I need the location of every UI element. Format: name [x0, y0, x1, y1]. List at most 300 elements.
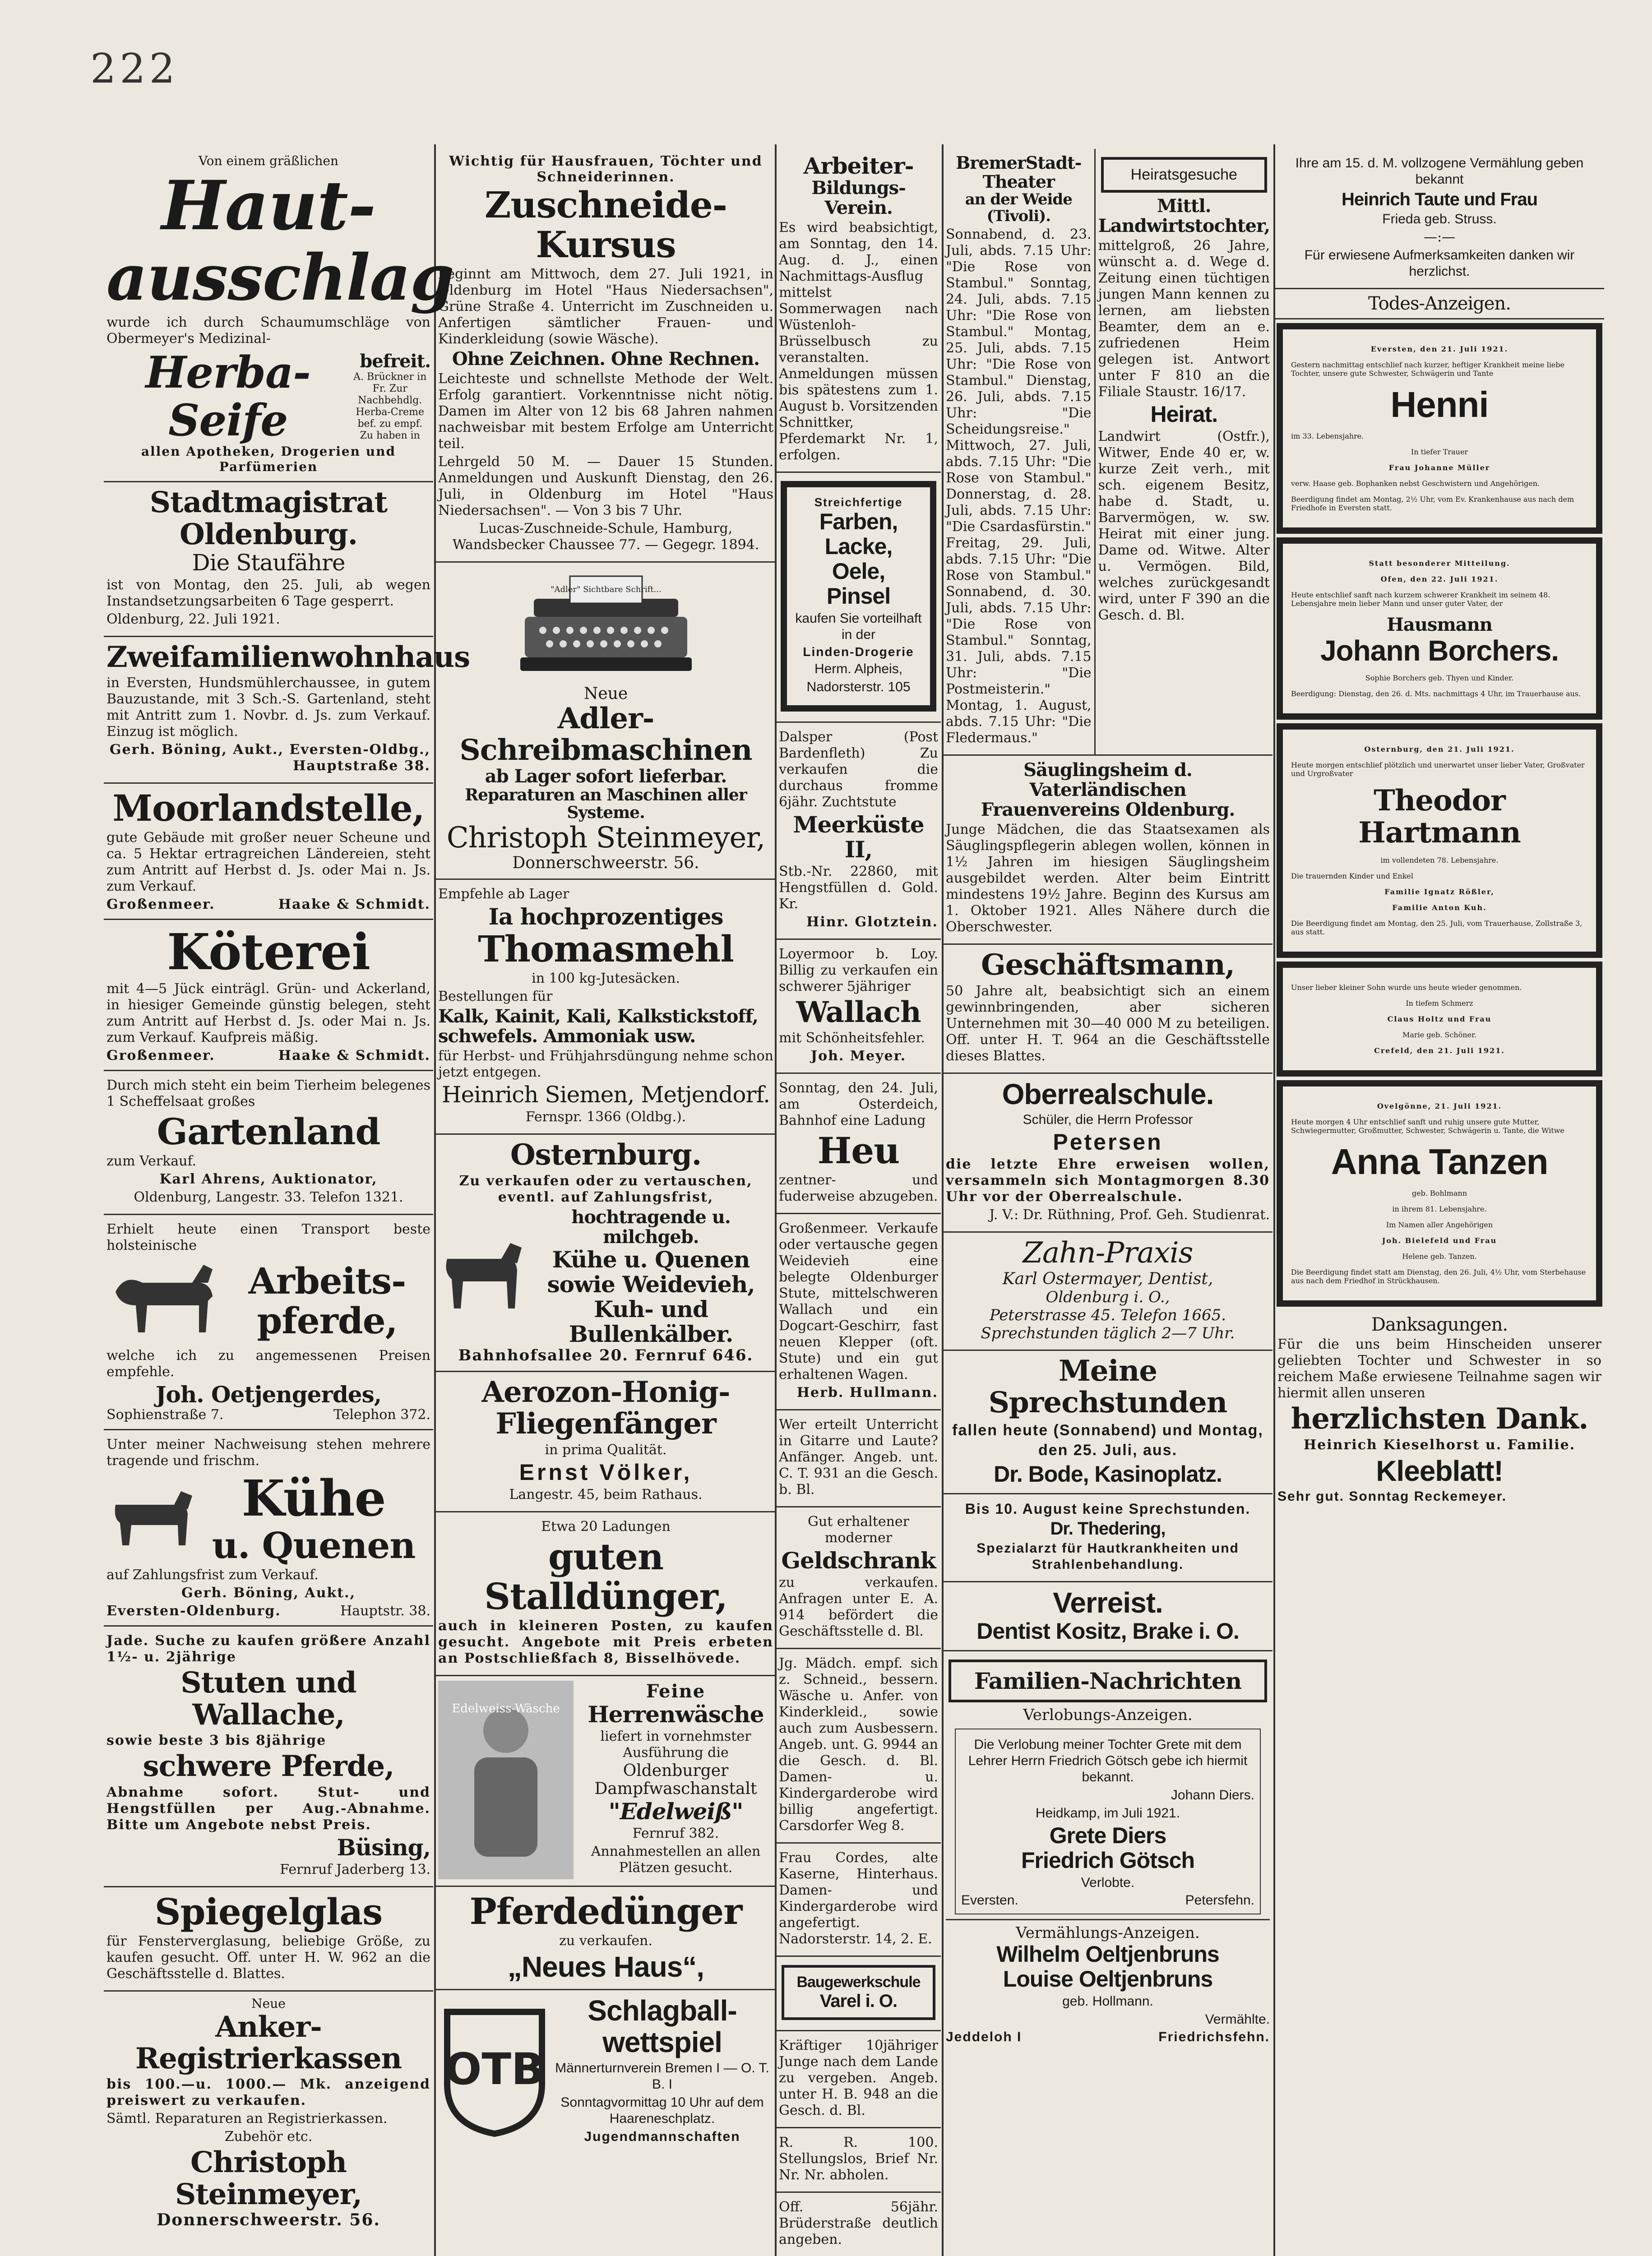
ad-stallduenger	[435, 1512, 776, 1676]
ad-brueder	[776, 2193, 941, 2256]
ad-grossenmeer	[776, 1214, 941, 1410]
ad-title: Anker-Registrierkassen	[135, 2010, 402, 2076]
ad-title: schwere Pferde,	[143, 1749, 394, 1784]
ad-title: Herrenwäsche	[588, 1701, 764, 1728]
ad-body: kaufen Sie vorteilhaft in der	[795, 611, 922, 642]
ad-vermaehlung-taute	[1275, 149, 1604, 289]
ad-address: Hauptstr. 38.	[340, 1603, 430, 1619]
notice-body: Gestern nachmittag entschlief nach kurzer, heftiger Krankheit meine liebe Tochter, unsere gute Schwester, Schwägerin und Tante	[1291, 361, 1564, 378]
notice-body: Die Beerdigung findet statt am Dienstag, den 26. Juli, 4½ Uhr, vom Sterbehause aus nach dem Friedhof in Strückhausen.	[1291, 1268, 1586, 1285]
ad-subtitle: Verlobte.	[1081, 1875, 1135, 1890]
ad-name: Büsing,	[337, 1834, 430, 1861]
section-header: Familien-Nachrichten	[949, 1660, 1267, 1702]
ad-title: Wallach	[796, 995, 921, 1029]
ad-title: Kleeblatt!	[1376, 1454, 1503, 1487]
ad-address: Donnerschweerstr. 56.	[512, 854, 699, 873]
ad-signature: Heinrich Kieselhorst u. Familie.	[1303, 1437, 1576, 1453]
ad-body: Loyermoor b. Loy. Billig zu verkaufen ein schwerer 5jähriger	[779, 946, 938, 994]
ad-baugewerkschule	[776, 1957, 941, 2031]
ad-wallach	[776, 940, 941, 1074]
ad-title: Meerküste II,	[793, 811, 924, 863]
ad-title: Spiegelglas	[154, 1890, 383, 1933]
ad-title: an der Weide (Tivoli).	[965, 190, 1072, 225]
ad-title: Schlagball-	[588, 1994, 737, 2027]
ad-name: Linden-Drogerie	[803, 645, 914, 659]
ad-title: u. Quenen	[212, 1524, 416, 1567]
verlobung-announcement	[955, 1729, 1261, 1914]
ad-title: Pinsel	[826, 583, 891, 609]
ad-name: Wilhelm Oeltjenbruns	[996, 1941, 1219, 1967]
ad-subtitle: Vermählte.	[1205, 2011, 1270, 2027]
ad-title: Meine Sprechstunden	[988, 1354, 1227, 1419]
notice-place: Eversten, den 21. Juli 1921.	[1370, 345, 1509, 353]
ad-city: Oldenburg i. O.,	[1046, 1288, 1170, 1306]
ad-body: ist von Montag, den 25. Juli, ab wegen Instandsetzungsarbeiten 6 Tage gesperrt.	[106, 577, 430, 609]
ad-body: mit Schönheitsfehler.	[779, 1030, 925, 1046]
ad-address: Eversten-Oldenburg.	[106, 1603, 281, 1619]
ad-body: zu verkaufen. Anfragen unter E. A. 914 befördert die Geschäftsstelle d. Bl.	[779, 1575, 938, 1640]
ad-body: Sonntag, den 24. Juli, am Osterdeich, Bahnhof eine Ladung	[779, 1080, 938, 1129]
ad-image-label: Edelweiss-Wäsche	[452, 1701, 560, 1715]
ad-owner: Herm. Alpheis,	[814, 661, 903, 676]
ad-body: Bestellungen für	[438, 989, 553, 1005]
ad-title: Adler-Schreibmaschinen	[459, 702, 752, 767]
ad-geschaeftsmann	[943, 945, 1273, 1073]
notice-body: Heute morgen 4 Uhr entschlief sanft und ruhig unsere gute Mutter, Schwiegermutter, Großmutter, Schwester, Schwägerin u. Tante, die Witwe	[1291, 1118, 1564, 1135]
ad-body: beginnt am Mittwoch, dem 27. Juli 1921, in Oldenburg im Hotel "Haus Niedersachsen", Grüne Straße 4. Unterricht im Zuschneiden u. Anfertigen sämtlicher Frauen- und Kinderkleidung (sowie Wäsche).	[438, 266, 773, 347]
ad-koeterei	[104, 920, 433, 1071]
ad-body: Off. 56jähr. Brüderstraße deutlich angeben.	[779, 2199, 938, 2247]
ad-name: Karl Ostermayer, Dentist,	[1002, 1269, 1213, 1288]
ad-separator: —:—	[1423, 229, 1456, 245]
ad-name: Christoph Steinmeyer,	[175, 2145, 362, 2211]
ad-place: Heidkamp, im Juli 1921.	[1035, 1805, 1180, 1821]
ad-body: welche ich zu angemessenen Preisen empfehle.	[106, 1348, 430, 1380]
notice-sign: In tiefem Schmerz	[1406, 999, 1473, 1008]
notice-age: im vollendeten 78. Lebensjahre.	[1380, 856, 1499, 865]
ad-signature: Karl Ahrens, Auktionator,	[159, 1171, 378, 1188]
ad-body: die letzte Ehre erweisen wollen, versammeln sich Montagmorgen 8.30 Uhr vor der Oberrealschule.	[946, 1156, 1270, 1205]
ad-name: Joh. Oetjengerdes,	[155, 1381, 382, 1408]
ad-zweifamilienhaus	[104, 637, 470, 784]
ad-title: guten Stalldünger,	[484, 1535, 727, 1618]
ad-intro: Neue	[583, 684, 628, 703]
ad-intro: Neue	[251, 1996, 286, 2011]
notice-place: Ofen, den 22. Juli 1921.	[1380, 575, 1499, 583]
ad-title: sowie Weidevieh,	[547, 1271, 755, 1298]
section-header: Heiratsgesuche	[1101, 157, 1267, 193]
ad-body: Sonnabend, d. 23. Juli, abds. 7.15 Uhr: "Die Rose von Stambul." Sonntag, 24. Juli, abds. 7.15 Uhr: "Die Rose von Stambul." Montag, 25. Juli, abds. 7.15 Uhr: "Die Rose von Stambul." Dienstag, 26. Juli, abds. 7.15 Uhr: "Die Scheidungsreise." Mittwoch, 27. Juli, abds. 7.15 Uhr: "Die Rose von Stambul." Donnerstag, d. 28. Juli, abds. 7.15 Uhr: "Die Csardasfürstin." Freitag, 29. Juli, abds. 7.15 Uhr: "Die Rose von Stambul." Sonnabend, d. 30. Juli, abds. 7.15 Uhr: "Die Rose von Stambul." Sonntag, 31. Juli, abds. 7.15 Uhr: "Die Postmeisterin." Montag, 1. August, abds. 7.15 Uhr: "Die Fledermaus."	[946, 227, 1092, 746]
ad-body: Für erwiesene Aufmerksamkeiten danken wir herzlichst.	[1304, 248, 1575, 279]
ad-body: R. R. 100. Stellungslos, Brief Nr. Nr. Nr. abholen.	[779, 2134, 938, 2183]
ad-date: Oldenburg, 22. Juli 1921.	[106, 611, 280, 627]
ad-body: Landwirt (Ostfr.), Witwer, Ende 40 er, w. kurze Zeit verh., mit sch. eigenem Besitz, habe d. Stadt, u. Barvermögen, w. sw. Heirat mit einer jung. Dame od. Witwe. Alter u. Vermögen. Bild, welches zurückgesandt wird, unter F 390 an die Gesch. d. Bl.	[1098, 429, 1270, 623]
section-subheader: Verlobungs-Anzeigen.	[1023, 1706, 1193, 1724]
ad-highlight: Ohne Zeichnen. Ohne Rechnen.	[452, 348, 760, 370]
ad-address: Donnerschweerstr. 56.	[157, 2210, 380, 2230]
ad-body: für Herbst- und Frühjahrsdüngung nehme schon jetzt entgegen.	[438, 1048, 773, 1081]
notice-body: Die Beerdigung findet am Montag, den 25. Juli, vom Trauerhause, Zollstraße 3, aus statt.	[1291, 919, 1583, 937]
ad-registrierkassen	[104, 1992, 433, 2236]
death-notice-holtz	[1277, 962, 1602, 1077]
ad-unit: in 100 kg-Jutesäcken.	[532, 971, 680, 987]
ad-signature: Joh. Meyer.	[810, 1048, 907, 1064]
ad-body: Jg. Mädch. empf. sich z. Schneid., bessern. Wäsche u. Anfer. von Kinderkleid., sowie auch zum Ausbessern. Angeb. unt. G. 9944 an die Gesch. d. Bl. Damen- u. Kindergarderobe wird billig angefertigt. Carsdorfer Weg 8.	[779, 1655, 938, 1834]
ad-schreibmaschinen	[435, 563, 776, 880]
ad-signature: Johann Diers.	[1171, 1787, 1254, 1803]
ad-title: Moorlandstelle,	[112, 787, 425, 830]
death-notice-borchers	[1277, 537, 1602, 720]
brand-name: Herba-Seife	[145, 347, 310, 446]
ad-oberrealschule	[943, 1074, 1273, 1233]
ad-saeuglingsheim	[943, 756, 1273, 945]
ad-title: Zuschneide-Kursus	[485, 184, 727, 266]
ad-zahnpraxis	[943, 1233, 1273, 1350]
ad-thedering	[943, 1494, 1273, 1582]
ad-title: pferde,	[257, 1299, 398, 1342]
ad-title: Zahn-Praxis	[1023, 1236, 1193, 1270]
otb-logo-text: OTB	[444, 2044, 545, 2095]
ad-title: Arbeiter-	[803, 153, 914, 179]
ad-stadttheater	[943, 149, 1096, 756]
ad-name: Louise Oeltjenbruns	[1003, 1966, 1213, 1992]
ad-herrenwaesche	[435, 1676, 776, 1887]
ad-body: in Eversten, Hundsmühlerchaussee, in gutem Bauzustande, mit 3 Sch.-S. Gartenland, steht mit Antritt zum 1. Novbr. d. Js. zum Verkauf. Einzug ist möglich.	[106, 675, 430, 740]
section-header: Todes-Anzeigen.	[1275, 289, 1604, 319]
ad-sprechstunden	[943, 1351, 1273, 1495]
ad-fliegenfaenger	[435, 1372, 776, 1512]
ad-body: Zubehör etc.	[224, 2129, 313, 2145]
ad-subtitle: in prima Qualität.	[545, 1442, 667, 1458]
ad-pferdeduenger	[435, 1887, 776, 1990]
ad-geldschrank	[776, 1507, 941, 1649]
ad-body: Die Verlobung meiner Tochter Grete mit dem Lehrer Herrn Friedrich Götsch gebe ich hiermit bekannt.	[968, 1737, 1248, 1784]
otb-logo-icon	[438, 2003, 551, 2138]
notice-name: Joh. Bielefeld und Frau	[1382, 1236, 1497, 1245]
ad-zuchtstute	[776, 723, 941, 940]
ad-body: Abnahme sofort. Stut- und Hengstfüllen per Aug.-Abnahme. Bitte um Angebote nebst Preis.	[106, 1784, 430, 1833]
ad-heiratsgesuche	[1096, 149, 1273, 756]
ad-title: BremerStadt-Theater	[956, 153, 1082, 192]
ad-address: Nadorsterstr. 105	[806, 680, 911, 694]
ad-signature-place: Großenmeer.	[106, 897, 215, 913]
ad-body: liefert in vornehmster Ausführung die	[600, 1728, 751, 1761]
ad-spiegelglas	[104, 1887, 433, 1992]
ad-signature-place: Großenmeer.	[106, 1048, 215, 1064]
ad-signature: Haake & Schmidt.	[278, 1048, 430, 1064]
ad-osternburg-vieh	[435, 1135, 776, 1372]
ad-name: Dampfwaschanstalt	[594, 1779, 757, 1798]
ad-title: Heu	[817, 1129, 900, 1172]
ad-name: „Neues Haus“,	[507, 1950, 704, 1983]
ad-subtitle: Reparaturen an Maschinen aller Systeme.	[465, 785, 747, 823]
ad-footer: Jugendmannschaften	[584, 2129, 740, 2144]
ad-body: auch in kleineren Posten, zu kaufen gesucht. Angebote mit Preis erbeten an Postschließfach 8, Bisselhövede.	[438, 1618, 773, 1666]
ad-body: Kräftiger 10jähriger Junge nach dem Lande zu vergeben. Angeb. unter H. B. 948 an die Gesch. d. Bl.	[779, 2037, 938, 2118]
notice-body: Beerdigung findet am Montag, 2½ Uhr, vom Ev. Krankenhause aus nach dem Friedhofe in Eversten statt.	[1291, 495, 1574, 512]
ad-telephone: Fernruf 382.	[632, 1825, 719, 1841]
ad-footer: allen Apotheken, Drogerien und Parfümerien	[141, 444, 396, 475]
ad-title: Arbeits-	[248, 1260, 406, 1303]
notice-name: Anna Tanzen	[1331, 1142, 1548, 1182]
typewriter-tag: "Adler" Sichtbare Schrift...	[550, 585, 662, 594]
ad-zuschneidekurs	[435, 149, 776, 563]
column-2	[435, 149, 776, 2256]
ad-body: Gut erhaltener moderner	[808, 1514, 909, 1546]
ad-line: hochtragende u. milchgeb.	[571, 1206, 731, 1248]
ad-arbeitspferde	[104, 1215, 433, 1430]
ad-address: Sophienstraße 7.	[106, 1407, 224, 1423]
ad-title: Zweifamilienwohnhaus	[106, 640, 470, 674]
ad-title: Stadtmagistrat Oldenburg.	[149, 485, 388, 551]
ad-place: Jeddeloh I	[946, 2029, 1022, 2044]
ad-address: Peterstrasse 45. Telefon 1665.	[989, 1306, 1226, 1324]
notice-age: in ihrem 81. Lebensjahre.	[1392, 1205, 1487, 1214]
ad-name: Dr. Bode, Kasinoplatz.	[994, 1461, 1222, 1487]
ad-signature: J. V.: Dr. Rüthning, Prof. Geh. Studienrat.	[989, 1207, 1270, 1223]
ad-body: Spezialarzt für Hautkrankheiten und Strahlenbehandlung.	[976, 1541, 1239, 1572]
ad-title: Stuten und Wallache,	[180, 1666, 356, 1732]
ad-schneiderin	[776, 1649, 941, 1844]
ad-title: Heirat.	[1150, 402, 1218, 427]
ad-title: Kuh- und Bullenkälber.	[569, 1295, 733, 1347]
page-number: 222	[90, 45, 179, 92]
ad-title: Kühe	[241, 1469, 386, 1528]
death-notice-mueller	[1277, 323, 1602, 534]
ad-gartenland	[104, 1071, 433, 1215]
column-3	[776, 149, 941, 2256]
ad-body: Stb.-Nr. 22860, mit Hengstfüllen d. Gold. Kr.	[779, 864, 938, 912]
ad-danksagungen	[1275, 1310, 1604, 1513]
notice-body: Heute morgen entschlief plötzlich und unerwartet unser lieber Vater, Großvater und Urgroßvater	[1291, 761, 1585, 778]
ad-intro: Etwa 20 Ladungen	[541, 1518, 671, 1535]
ad-subtitle: Die Staufähre	[192, 549, 345, 576]
ad-title: herzlichsten Dank.	[1291, 1402, 1588, 1436]
ad-place: Eversten.	[961, 1892, 1018, 1908]
notice-title: Hausmann	[1387, 614, 1492, 635]
ad-address: Langestr. 45, beim Rathaus.	[509, 1486, 703, 1502]
ad-address: Oldenburg, Langestr. 33. Telefon 1321.	[134, 1189, 403, 1206]
ad-heading: Bis 10. August keine Sprechstunden.	[965, 1501, 1251, 1517]
ad-title: Kühe u. Quenen	[552, 1246, 750, 1273]
ad-name: Friedrich Götsch	[1021, 1847, 1195, 1873]
notice-place: Osternburg, den 21. Juli 1921.	[1364, 745, 1515, 754]
ad-moorlandstelle	[104, 784, 433, 920]
ad-name: Petersen	[1053, 1129, 1163, 1155]
ad-hours: Sprechstunden täglich 2—7 Uhr.	[981, 1324, 1235, 1342]
notice-subtitle: Helene geb. Tanzen.	[1402, 1252, 1477, 1261]
notice-sign: Im Namen aller Angehörigen	[1386, 1220, 1493, 1230]
ad-heu	[776, 1074, 941, 1214]
ad-name: Oldenburger	[623, 1761, 729, 1780]
ad-signature: Hinr. Glotztein.	[806, 914, 938, 930]
horse-illustration	[106, 1256, 224, 1346]
ad-body: Sämtl. Reparaturen an Registrierkassen.	[106, 2111, 388, 2127]
notice-family: Familie Ignatz Rößler,	[1384, 888, 1495, 897]
section-header: Danksagungen.	[1371, 1314, 1508, 1336]
ad-body: Schüler, die Herrn Professor	[1023, 1112, 1193, 1128]
notice-place: Crefeld, den 21. Juli 1921.	[1374, 1046, 1505, 1055]
ad-subtitle: zum Verkauf.	[106, 1153, 197, 1170]
column-1	[104, 149, 470, 2256]
notice-subtitle: geb. Bohlmann	[1411, 1189, 1467, 1198]
ad-body: Dalsper (Post Bardenfleth) Zu verkaufen die durchaus fromme 6jähr. Zuchtstute	[779, 729, 938, 810]
ad-title: ausschlag	[106, 241, 454, 315]
ad-title: Säuglingsheim d. Vaterländischen	[1023, 759, 1192, 801]
ad-body: gute Gebäude mit großer neuer Scheune und ca. 5 Hektar ertragreichen Ländereien, steht zum Antritt auf Herbst d. Js. oder Mai n. Js. zum Verkauf.	[106, 830, 430, 895]
ad-signature: Haake & Schmidt.	[278, 897, 430, 913]
death-notice-hartmann	[1277, 723, 1602, 958]
ad-body: Leichteste und schnellste Methode der Welt. Erfolg garantiert. Vorkenntnisse nicht nötig. Damen im Alter von 12 bis 68 Jahren nahmen nachweisbar mit bestem Erfolge am Unterricht teil.	[438, 371, 773, 452]
notice-name: Claus Holtz und Frau	[1387, 1015, 1492, 1024]
notice-sign: In tiefer Trauer	[1411, 448, 1468, 456]
ad-familiennachrichten	[943, 1651, 1273, 2051]
ad-subtitle: Frieda geb. Struss.	[1382, 212, 1497, 227]
ad-name: Heinrich Siemen, Metjendorf.	[441, 1082, 770, 1108]
notice-header: Statt besonderer Mitteilung.	[1369, 559, 1510, 568]
ad-body: zentner- und fuderweise abzugeben.	[779, 1172, 938, 1205]
ad-body: für Fensterverglasung, beliebige Größe, zu kaufen gesucht. Off. unter H. W. 962 an die Geschäftsstelle d. Blattes.	[106, 1933, 430, 1982]
ad-subtitle: Ia hochprozentiges	[488, 903, 723, 930]
ad-intro: Unter meiner Nachweisung stehen mehrere tragende und frischm.	[106, 1437, 430, 1469]
notice-age: im 33. Lebensjahre.	[1291, 432, 1364, 440]
ad-stuten	[104, 1627, 433, 1887]
ad-name: Dentist Kositz, Brake i. O.	[976, 1618, 1239, 1644]
ad-brand: "Edelweiß"	[608, 1798, 743, 1825]
ad-body: Es wird beabsichtigt, am Sonntag, den 14. Aug. d. J., einen Nachmittags-Ausflug mittelst Sommerwagen nach Wüstenloh-Brüsselbusch zu veranstalten. Anmeldungen müssen bis spätestens zum 1. August b. Vorsitzenden Schnittker, Pferdemarkt Nr. 1, erfolgen.	[779, 220, 938, 463]
ad-body: Zu verkaufen oder zu vertauschen, eventl. auf Zahlungsfrist,	[459, 1173, 753, 1205]
ad-intro: Streichfertige	[814, 495, 903, 509]
ad-title: Aerozon-Honig-	[481, 1375, 730, 1409]
ad-body: Wer erteilt Unterricht in Gitarre und Laute? Anfänger. Angeb. unt. C. T. 931 an die Gesch. b. Bl.	[779, 1417, 938, 1498]
ad-befreit: befreit.	[360, 350, 430, 372]
notice-name: Johann Borchers.	[1320, 634, 1559, 667]
ad-title: Varel i. O.	[819, 1991, 898, 2011]
ad-body: Männerturnverein Bremen I — O. T. B. I	[555, 2060, 769, 2092]
ad-body: mittelgroß, 26 Jahre, wünscht a. d. Wege d. Zeitung einen tüchtigen jungen Mann kennen zu lernen, am liebsten Beamter, dem an e. zufriedenen Heim gelegen ist. Antwort unter F 810 an die Filiale Staustr. 16/17.	[1098, 238, 1270, 400]
ad-name: Dr. Thedering,	[1050, 1519, 1166, 1539]
ad-subtitle: geb. Hollmann.	[1062, 1993, 1153, 2009]
ad-body: auf Zahlungsfrist zum Verkauf.	[106, 1567, 319, 1583]
ad-intro: Erhielt heute einen Transport beste holsteinische	[106, 1221, 430, 1254]
ad-intro: Ihre am 15. d. M. vollzogene Vermählung geben bekannt	[1295, 156, 1584, 187]
ad-title: Köterei	[167, 923, 370, 981]
ad-title: Oele,	[832, 559, 885, 584]
ad-body: Junge Mädchen, die das Staatsexamen als Säuglingspflegerin ablegen wollen, können in 1½ Jahren im hiesigen Säuglingsheim ausgebildet werden. Alter beim Eintritt mindestens 19½ Jahre. Beginn des Kursus am 1. Oktober 1921. Alles Nähere durch die Oberschwester.	[946, 822, 1270, 935]
ad-body: Frau Cordes, alte Kaserne, Hinterhaus. Damen- und Kindergarderobe wird angefertigt. Nadorsterstr. 14, 2. E.	[779, 1850, 938, 1947]
ad-title: Baugewerkschule	[796, 1974, 921, 1991]
ad-place: Friedrichsfehn.	[1158, 2029, 1270, 2044]
ad-title: Oberrealschule.	[1002, 1077, 1214, 1110]
ad-title: wettspiel	[602, 2026, 722, 2059]
ad-subtitle: ab Lager sofort lieferbar.	[485, 765, 727, 787]
ad-title: Geschäftsmann,	[981, 948, 1235, 982]
ad-signature: Gerh. Böning, Aukt., Eversten-Oldbg., Hauptstraße 38.	[109, 742, 430, 774]
notice-subtitle: Marie geb. Schöner.	[1402, 1031, 1476, 1040]
ad-title: Fliegenfänger	[495, 1407, 716, 1441]
ad-stellung	[776, 2128, 941, 2193]
ad-title: Gartenland	[157, 1110, 380, 1153]
ad-body: fallen heute (Sonnabend) und Montag, den 25. Juli, aus.	[952, 1422, 1263, 1459]
ad-address: Bahnhofsallee 20. Fernruf 646.	[458, 1346, 754, 1364]
notice-place: Ovelgönne, 21. Juli 1921.	[1377, 1102, 1502, 1111]
ad-title: Farben,	[819, 509, 898, 534]
notice-body: Unser lieber kleiner Sohn wurde uns heute wieder genommen.	[1291, 983, 1522, 992]
ad-title: Geldschrank	[781, 1547, 936, 1574]
ad-name: Grete Diers	[1049, 1822, 1166, 1848]
ad-hautausschlag	[104, 149, 454, 482]
ad-telephone: Fernspr. 1366 (Oldbg.).	[525, 1109, 686, 1125]
ad-body: Sehr gut. Sonntag Reckemeyer.	[1277, 1489, 1507, 1504]
ad-intro: Empfehle ab Lager	[438, 886, 569, 902]
notice-sign: Frau Johanne Müller	[1388, 463, 1490, 472]
notice-body: Beerdigung: Dienstag, den 26. d. Mts. nachmittags 4 Uhr, im Trauerhause aus.	[1291, 689, 1581, 698]
ad-body: sowie beste 3 bis 8jährige	[106, 1733, 327, 1749]
ad-body: 50 Jahre alt, beabsichtigt sich an einem gewinnbringenden, aber sicheren Unternehmen mit 30—40 000 M zu beteiligen. Off. unter H. T. 964 an die Geschäftsstelle dieses Blattes.	[946, 983, 1270, 1064]
ad-subtitle: zu verkaufen.	[559, 1932, 652, 1949]
ad-body: Großenmeer. Verkaufe oder vertausche gegen Weidevieh eine belegte Oldenburger Stute, mittelschweren Wallach und ein Dogcart-Geschirr, fast neuen Klepper (oft. Stute) und ein gut erhaltenen Wagen.	[779, 1220, 938, 1383]
ad-side-note: A. Brückner in Fr. Zur Nachbehdlg. Herba-Creme bef. zu empf. Zu haben in	[353, 371, 427, 441]
notice-family: Familie Anton Kuh.	[1392, 903, 1487, 912]
ad-telephone: Telephon 372.	[333, 1407, 430, 1423]
notice-name: Henni	[1390, 384, 1489, 425]
ad-junge	[776, 2031, 941, 2128]
section-subheader: Vermählungs-Anzeigen.	[946, 1919, 1270, 1942]
ad-intro: Wichtig für Hausfrauen, Töchter und Schneiderinnen.	[449, 153, 763, 185]
ad-telephone: Fernruf Jaderberg 13.	[280, 1861, 430, 1877]
ad-highlight: Kalk, Kainit, Kali, Kalkstickstoff, schwefels. Ammoniak usw.	[438, 1006, 758, 1047]
ad-intro: Jade. Suche zu kaufen größere Anzahl 1½- u. 2jährige	[106, 1633, 430, 1665]
ad-title: Osternburg.	[510, 1138, 702, 1172]
ad-body: wurde ich durch Schaumumschläge von Obermeyer's Medizinal-	[106, 314, 430, 347]
column-4	[943, 149, 1273, 2256]
cattle-illustration	[438, 1227, 528, 1327]
ad-title: Mittl.	[1157, 195, 1211, 217]
typewriter-illustration	[507, 572, 705, 680]
ad-arbeiterbildung	[776, 149, 941, 473]
cow-illustration	[106, 1478, 197, 1559]
man-illustration	[443, 1690, 569, 1879]
ad-label: Feine	[646, 1680, 706, 1702]
notice-name: Theodor Hartmann	[1358, 784, 1521, 850]
ad-intro: Von einem gräßlichen	[199, 153, 338, 168]
ad-signature: Herb. Hullmann.	[796, 1385, 938, 1401]
ad-title: Haut-	[161, 166, 376, 245]
ad-thomasmehl	[435, 880, 776, 1135]
ad-body: Sonntagvormittag 10 Uhr auf dem Haareneschplatz.	[560, 2094, 764, 2126]
ad-signature: Lucas-Zuschneide-Schule, Hamburg, Wandsbecker Chaussee 77. — Gegegr. 1894.	[452, 521, 759, 553]
notice-body: Heute entschlief sanft nach kurzem schwerer Krankheit im seinem 48. Lebensjahre mein lieber Mann und unser guter Vater, der	[1291, 591, 1550, 608]
ad-verreist	[943, 1582, 1273, 1651]
ad-footer: Annahmestellen an allen Plätzen gesucht.	[591, 1843, 761, 1876]
ad-name: Heinrich Taute und Frau	[1341, 190, 1538, 209]
notice-sign: Die trauernden Kinder und Enkel	[1291, 872, 1413, 881]
ad-body: Für die uns beim Hinscheiden unserer geliebten Tochter und Schwester in so reichem Maße erwiesene Teilnahme sagen wir hiermit allen unseren	[1277, 1336, 1601, 1401]
ad-signature: Gerh. Böning, Aukt.,	[181, 1585, 356, 1601]
ad-title: Frauenvereins Oldenburg.	[981, 799, 1235, 821]
ad-name: Christoph Steinmeyer,	[446, 821, 765, 855]
ad-place: Petersfehn.	[1185, 1892, 1254, 1908]
column-5	[1275, 149, 1604, 2256]
ad-title: Verreist.	[1053, 1586, 1163, 1619]
ad-gitarre	[776, 1410, 941, 1507]
ad-title: Thomasmehl	[478, 928, 734, 971]
ad-schlagball	[435, 1990, 776, 2153]
ad-illustration	[438, 1681, 574, 1879]
ad-name: Ernst Völker,	[519, 1459, 693, 1485]
ad-stadtmagistrat	[104, 482, 433, 637]
ad-body: mit 4—5 Jück einträgl. Grün- und Ackerland, in hiesiger Gemeinde günstig belegen, steht zum Antritt auf Herbst d. Js. oder Mai n. Js. zum Verkauf. Kaufpreis mäßig.	[106, 981, 430, 1046]
